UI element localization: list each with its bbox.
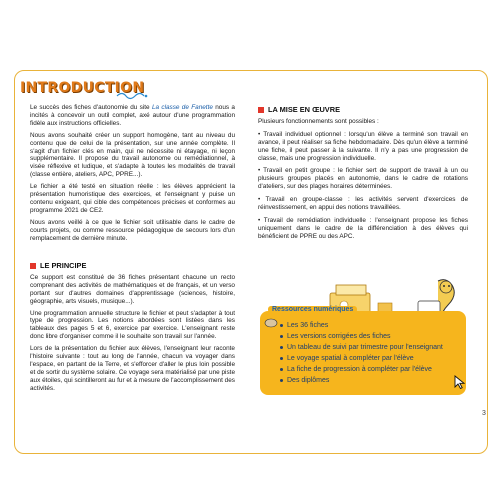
principe-paragraph-3: Lors de la présentation du fichier aux élèves, l'enseignant leur raconte l'histoire suivante : tout au long de l'année, chacun va voyager dans l'espace, en partant de la Terre, et s'efforcer d'aller le plus loin possible et de sortir du système solaire. Ce voyage sera matérialisé par une piste aux étoiles, qui scintilleront au fur et à mesure de l'accomplissement des activités. [30,345,235,392]
intro-paragraph-1: Le succès des fiches d'autonomie du site La classe de Fanette nous a incités à concevoir un outil complet, axé autour d'une programmation fidèle aux instructions officielles. [30,104,235,127]
site-link[interactable]: La classe de Fanette [151,104,213,111]
principe-paragraph-2: Une programmation annuelle structure le fichier et peut s'adapter à tout type de progression. Les notions abordées sont listées dans les tableaux des pages 5 et 6, exercice par exercice. L'enseignant reste donc libre d'organiser comme il le souhaite son travail sur l'année. [30,309,235,341]
introduction-body [30,104,235,247]
resources-list [280,320,466,386]
oeuvre-item: • Travail de remédiation individuelle : l'enseignant propose les fiches uniquement dans le cadre de la différenciation à des élèves qui bénéficient de PPRE ou des APC. [258,216,468,240]
red-square-icon [30,263,36,269]
resource-item: Des diplômes [280,375,466,386]
cursor-arrow-icon [454,375,466,389]
resource-item: Le voyage spatial à compléter par l'élève [280,353,466,364]
introduction-title: INTRODUCTION [20,80,145,96]
resource-item: Les 36 fiches [280,320,466,331]
intro-paragraph-4: Nous avons veillé à ce que le fichier soit utilisable dans le cadre de courts projets, ou comme ressource pédagogique de secours lors d'un remplacement de dernière minute. [30,218,235,242]
page-number: 3 [482,410,486,417]
oeuvre-item: • Travail individuel optionnel : lorsqu'un élève a terminé son travail en avance, il peut réaliser sa fiche hebdomadaire. Dès qu'un élève a terminé une fiche, il peut passer à la suivante. Il n'y a pas une progression de classe, mais une progression individuelle. [258,130,468,162]
oeuvre-intro: Plusieurs fonctionnements sont possibles : [258,117,379,125]
intro-paragraph-3: Le fichier a été testé en situation réelle : les élèves apprécient la présentation humoristique des exercices, et l'enseignant y puise un contenu exigeant, qui cible des compétences précises et conformes au programme 2021 de CE2. [30,183,235,214]
resources-title: Ressources numériques [268,306,357,313]
oeuvre-item: • Travail en groupe-classe : les activités servent d'exercices de réinvestissement, en appui des notions travaillées. [258,196,468,212]
principe-heading: LE PRINCIPE [30,262,235,270]
mise-en-oeuvre-section [258,106,468,246]
intro-paragraph-2: Nous avons souhaité créer un support homogène, tant au niveau du contenu que de celui de la présentation, sur une année complète. Il s'agit d'un fichier clés en main, qui ne nécessite ni étayage, ni leçon supplémentaire. Il propose du travail autonome ou remédiationnel, à visée réflexive et ludique, et s'adapte à toutes les modalités de travail (classe entière, ateliers, APC, PPRE...). [30,131,235,179]
resource-item: Un tableau de suivi par trimestre pour l'enseignant [280,342,466,353]
oeuvre-item: • Travail en petit groupe : le fichier sert de support de travail à un ou plusieurs groupes placés en autonomie, dans le cadre de rotations d'ateliers, sur des plages horaires déterminées. [258,167,468,191]
swirl-decoration-icon [116,90,148,102]
principe-paragraph-1: Ce support est constitué de 36 fiches présentant chacune un recto comprenant des activités de mathématiques et de français, et un verso portant sur d'autres domaines d'apprentissage (sciences, histoire, géographie, arts visuels, musique...). [30,273,235,305]
resource-item: La fiche de progression à compléter par l'élève [280,364,466,375]
resource-item: Les versions corrigées des fiches [280,331,466,342]
red-square-icon [258,107,264,113]
pointing-hand-icon [264,318,278,328]
principe-section [30,262,235,397]
oeuvre-heading: LA MISE EN ŒUVRE [258,106,468,114]
